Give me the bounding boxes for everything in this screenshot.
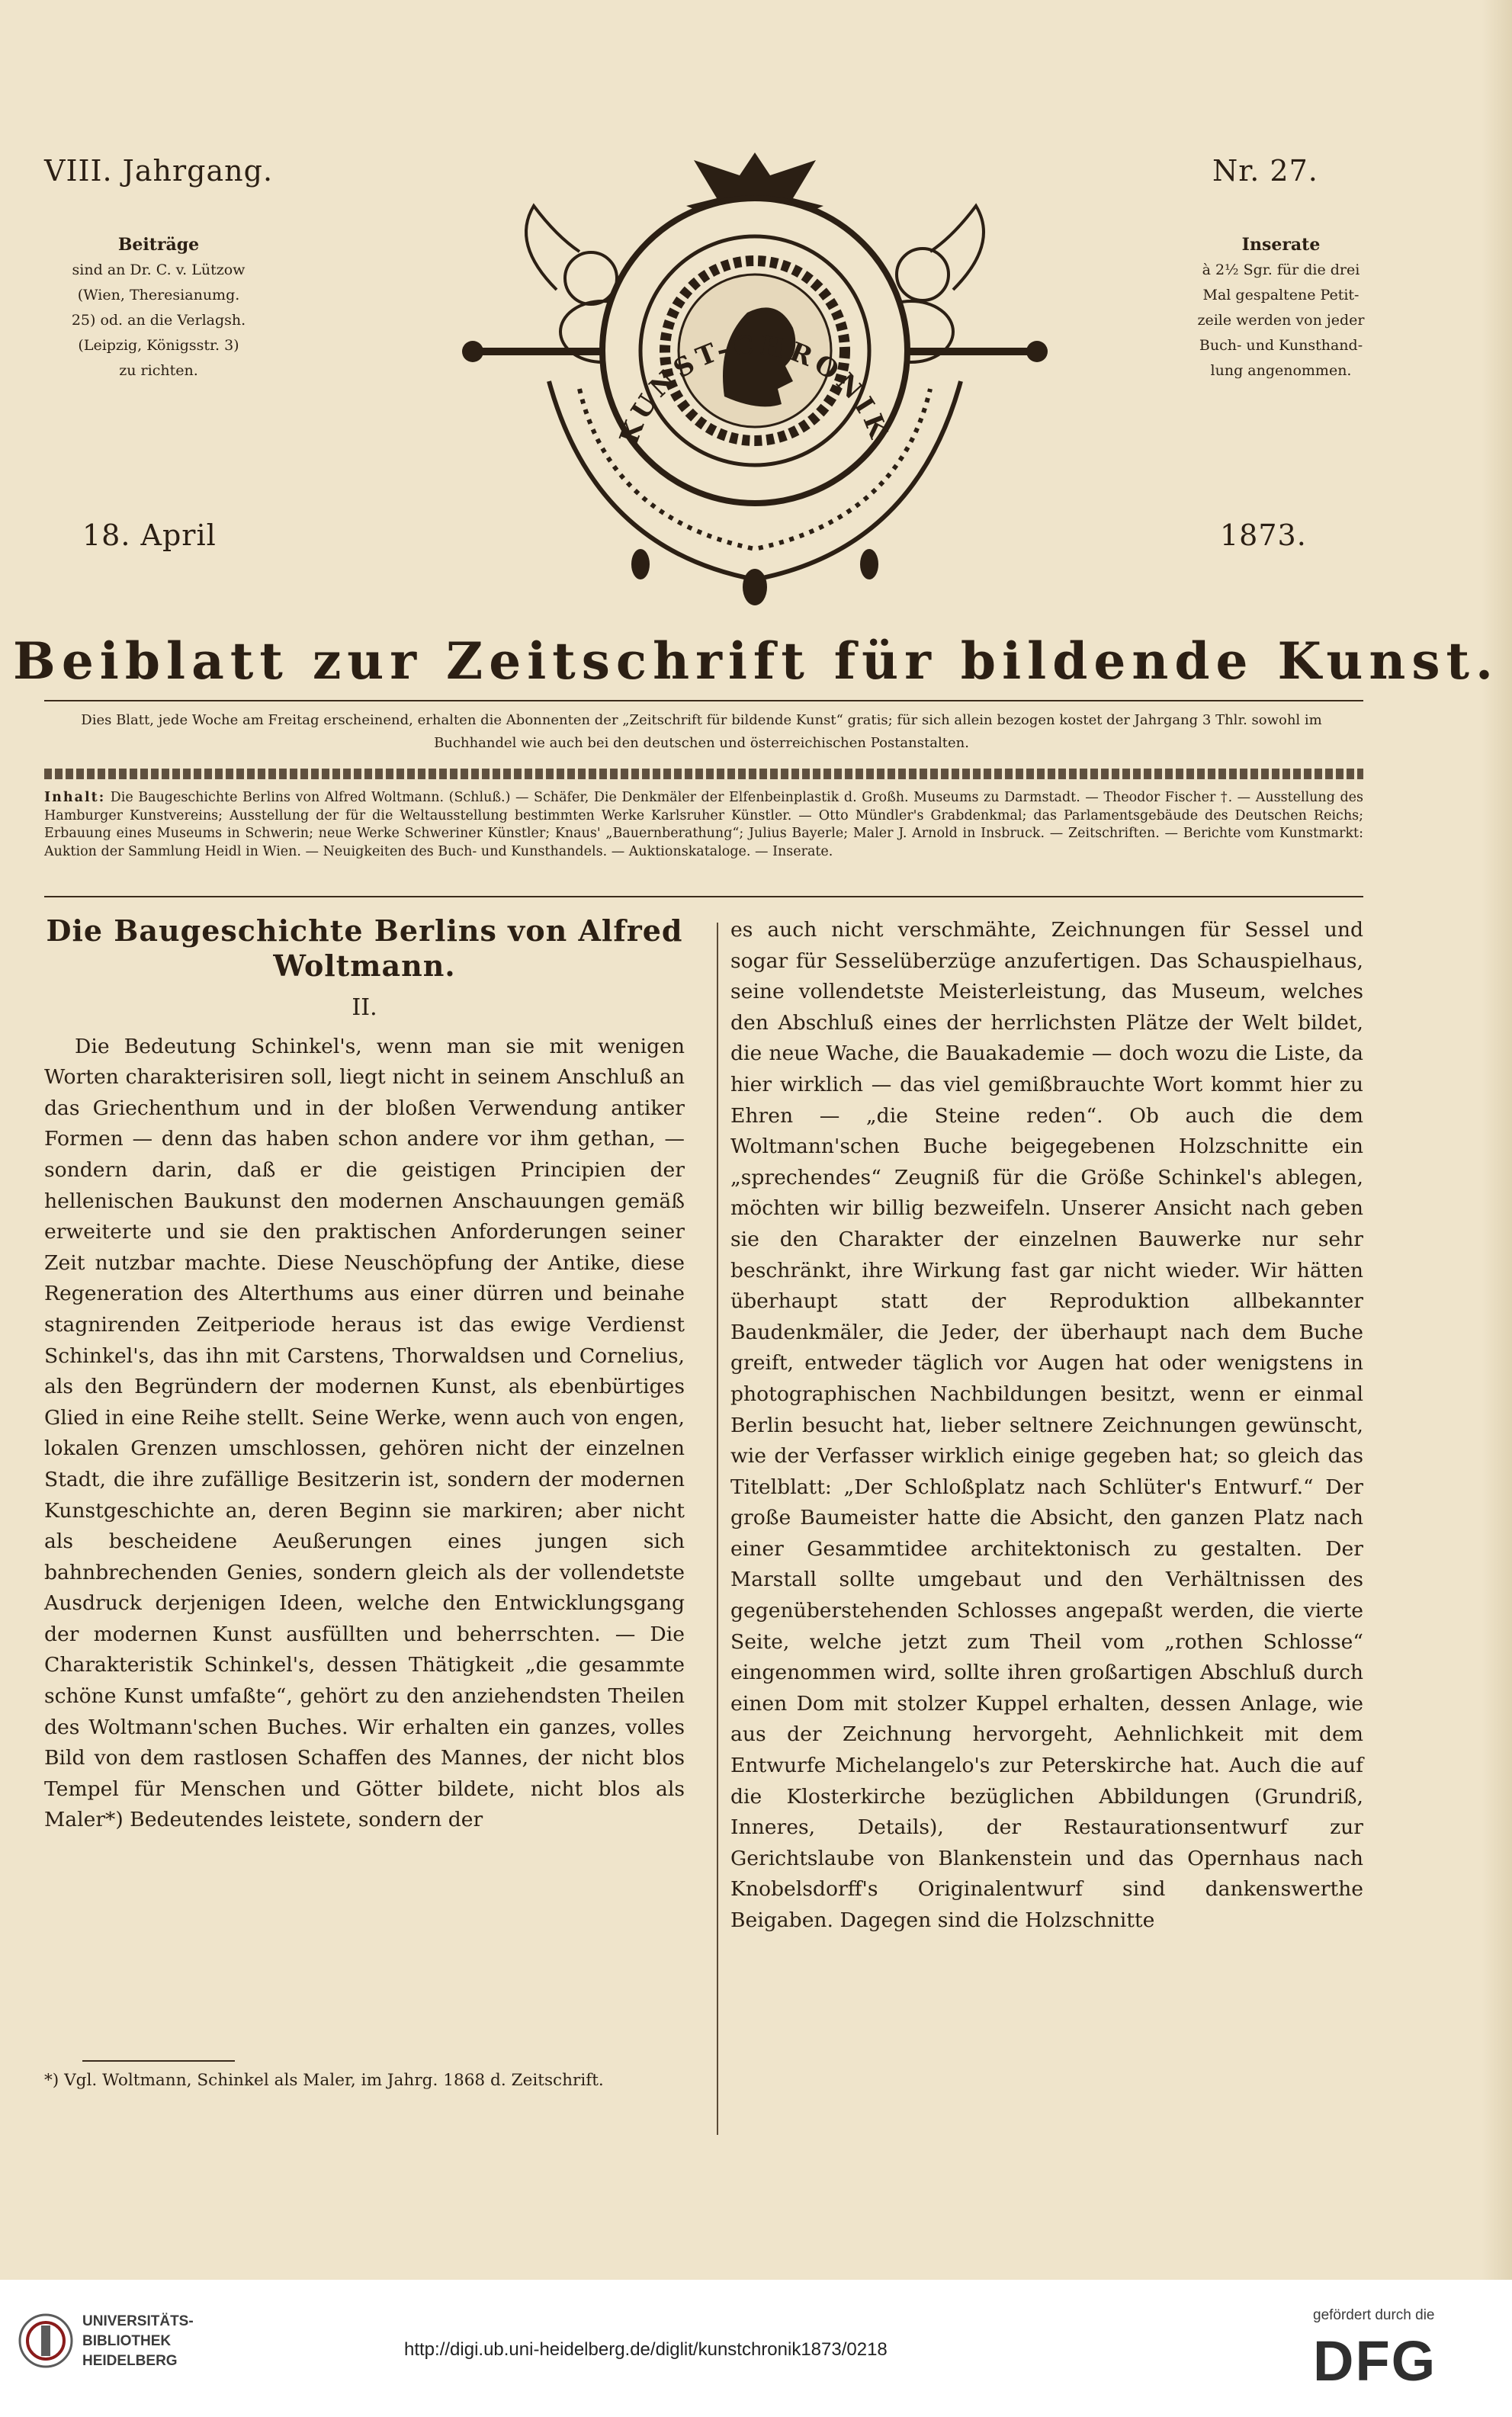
masthead-title: Beiblatt zur Zeitschrift für bildende Kunst. <box>13 631 1499 691</box>
advertisements-box <box>1159 233 1403 384</box>
article-column-1 <box>44 913 685 1836</box>
institution-line: UNIVERSITÄTS- <box>82 2313 194 2329</box>
contributions-line: (Wien, Theresianumg. <box>77 287 240 303</box>
subscription-notice: Dies Blatt, jede Woche am Freitag erscheinend, erhalten die Abonnenten der „Zeitschrift für bildende Kunst“ gratis; für sich allein bezogen kostet der Jahrgang 3 Thlr. sowohl im Buchhandel wie auch bei den deutschen und österreichischen Postanstalten. <box>81 712 1322 751</box>
source-url[interactable]: http://digi.ub.uni-heidelberg.de/diglit/kunstchronik1873/0218 <box>404 2339 888 2360</box>
advertisements-heading: Inserate <box>1241 235 1321 255</box>
rule <box>44 896 1363 897</box>
advertisements-line: zeile werden von jeder <box>1197 312 1365 329</box>
article-title: Die Baugeschichte Berlins von Alfred Woltmann. <box>46 913 683 983</box>
ornament-rule <box>44 769 1363 779</box>
contents-label: Inhalt: <box>44 790 106 805</box>
issue-year: 1873. <box>1220 518 1307 552</box>
advertisements-line: lung angenommen. <box>1210 362 1352 379</box>
article-section: II. <box>352 994 377 1021</box>
contributions-line: (Leipzig, Königsstr. 3) <box>78 337 239 354</box>
contributions-line: sind an Dr. C. v. Lützow <box>72 262 246 278</box>
emblem-text: KUNST-CHRONIK <box>614 330 895 449</box>
issue-date: 18. April <box>82 518 217 552</box>
institution-line: BIBLIOTHEK <box>82 2333 172 2349</box>
institution-line: HEIDELBERG <box>82 2353 178 2369</box>
footnote: *) Vgl. Woltmann, Schinkel als Maler, im Jahrg. 1868 d. Zeitschrift. <box>44 2071 604 2090</box>
dfg-logo: DFG <box>1313 2329 1437 2393</box>
contents-text: Die Baugeschichte Berlins von Alfred Woltmann. (Schluß.) — Schäfer, Die Denkmäler der Elfenbeinplastik d. Großh. Museums zu Darmstadt. — Theodor Fischer †. — Ausstellung des Hamburger Kunstvereins; Ausstellung der für die Weltausstellung bestimmten Werke Karlsruher Künstler. — Otto Mündler's Grabdenkmal; das Parlamentsgebäude des Deutschen Reichs; Erbauung eines Museums in Schwerin; neue Werke Schweriner Künstler; Knaus' „Bauernberathung“; Julius Bayerle; Maler J. Arnold in Insbruck. — Zeitschriften. — Berichte vom Kunstmarkt: Auktion der Sammlung Heidl in Wien. — Neuigkeiten des Buch- und Kunsthandels. — Auktionskataloge. — Inserate. <box>44 790 1363 859</box>
contributions-box <box>44 233 273 384</box>
contributions-heading: Beiträge <box>117 235 200 255</box>
contributions-line: zu richten. <box>119 362 198 379</box>
footnote-rule <box>82 2060 235 2062</box>
contributions-line: 25) od. an die Verlagsh. <box>71 312 246 329</box>
article-paragraph: es auch nicht verschmähte, Zeichnungen für Sessel und sogar für Sesselüberzüge anzufertigen. Das Schauspielhaus, seine vollendetste Meisterleistung, das Museum, welches den Abschluß eines der herrlichsten Plätze der Welt bildet, die neue Wache, die Bauakademie — doch wozu die Liste, da hier wirklich — das viel gemißbrauchte Wort kommt hier zu Ehren — „die Steine reden“. Ob auch die dem Woltmann'schen Buche beigegebenen Holzschnitte ein „sprechendes“ Zeugniß für die Größe Schinkel's ablegen, möchten wir billig bezweifeln. Unserer Ansicht nach geben sie den Charakter der einzelnen Bauwerke nur sehr beschränkt, ihre Wirkung fast gar nicht wieder. Wir hätten überhaupt statt der Reproduktion allbekannter Baudenkmäler, die Jeder, der überhaupt nach dem Buche greift, entweder täglich vor Augen hat oder wenigstens in photographischen Nachbildungen besitzt, wenn er einmal Berlin besucht hat, lieber seltnere Zeichnungen gewünscht, wie der Verfasser wirklich einige gegeben hat; so gleich das Titelblatt: „Der Schloßplatz nach Schlüter's Entwurf.“ Der große Baumeister hatte die Absicht, den ganzen Platz nach einer Gesammtidee architektonisch zu gestalten. Der Marstall sollte umgebaut und den Verhältnissen des gegenüberstehenden Schlosses angepaßt werden, die vierte Seite, welche jetzt zum Theil vom „rothen Schlosse“ eingenommen wird, sollte ihren großartigen Abschluß durch einen Dom mit stolzer Kuppel erhalten, dessen Anlage, wie aus der Zeichnung hervorgeht, Aehnlichkeit mit dem Entwurfe Michelangelo's zur Peterskirche hat. Auch die auf die Klosterkirche bezüglichen Abbildungen (Grundriß, Inneres, Details), der Restaurationsentwurf zur Gerichtslaube von Blankenstein und das Opernhaus nach Knobelsdorff's Originalentwurf sind dankenswerthe Beigaben. Dagegen sind die Holzschnitte <box>730 918 1363 1932</box>
article-column-2 <box>730 915 1363 1937</box>
advertisements-line: à 2½ Sgr. für die drei <box>1202 262 1360 278</box>
volume-label: VIII. Jahrgang. <box>44 154 274 188</box>
institution-name <box>82 2312 194 2371</box>
advertisements-line: Mal gespaltene Petit- <box>1202 287 1360 303</box>
article-paragraph: Die Bedeutung Schinkel's, wenn man sie mit wenigen Worten charakterisiren soll, liegt nicht in seinem Anschluß an das Griechenthum und in der bloßen Verwendung antiker Formen — denn das haben schon andere vor ihm gethan, — sondern darin, daß er die geistigen Principien der hellenischen Baukunst den modernen Anschauungen gemäß erweiterte und sie den praktischen Anforderungen seiner Zeit nutzbar machte. Diese Neuschöpfung der Antike, diese Regeneration des Alterthums aus einer dürren und beinahe stagnirenden Zeitperiode heraus ist das ewige Verdienst Schinkel's, das ihn mit Carstens, Thorwaldsen und Cornelius, als den Begründern der modernen Kunst, als ebenbürtiges Glied in eine Reihe stellt. Seine Werke, wenn auch von engen, lokalen Grenzen umschlossen, gehören nicht der einzelnen Stadt, die ihre zufällige Besitzerin ist, sondern der modernen Kunstgeschichte an, deren Beginn sie markiren; aber nicht als bescheidene Aeußerungen eines jungen sich bahnbrechenden Genies, sondern gleich als der vollendetste Ausdruck derjenigen Ideen, welche den Entwicklungsgang der modernen Kunst ausfüllten und beherrschten. — Die Charakteristik Schinkel's, dessen Thätigkeit „die gesammte schöne Kunst umfaßte“, gehört zu den anziehendsten Theilen des Woltmann'schen Buches. Wir erhalten ein ganzes, volles Bild von dem rastlosen Schaffen des Mannes, der nicht blos Tempel für Menschen und Götter bildete, nicht blos als Maler*) Bedeutendes leistete, sondern der <box>44 1034 685 1832</box>
issue-number: Nr. 27. <box>1212 154 1318 188</box>
advertisements-line: Buch- und Kunsthand- <box>1199 337 1363 354</box>
table-of-contents <box>44 789 1363 861</box>
digitization-footer <box>0 2280 1512 2417</box>
kunst-chronik-emblem <box>457 137 1052 610</box>
rule <box>44 700 1363 701</box>
paper-edge <box>1482 0 1512 2280</box>
column-divider <box>717 923 718 2135</box>
university-library-logo-icon <box>15 2310 76 2371</box>
funded-by-label: gefördert durch die <box>1313 2307 1435 2323</box>
